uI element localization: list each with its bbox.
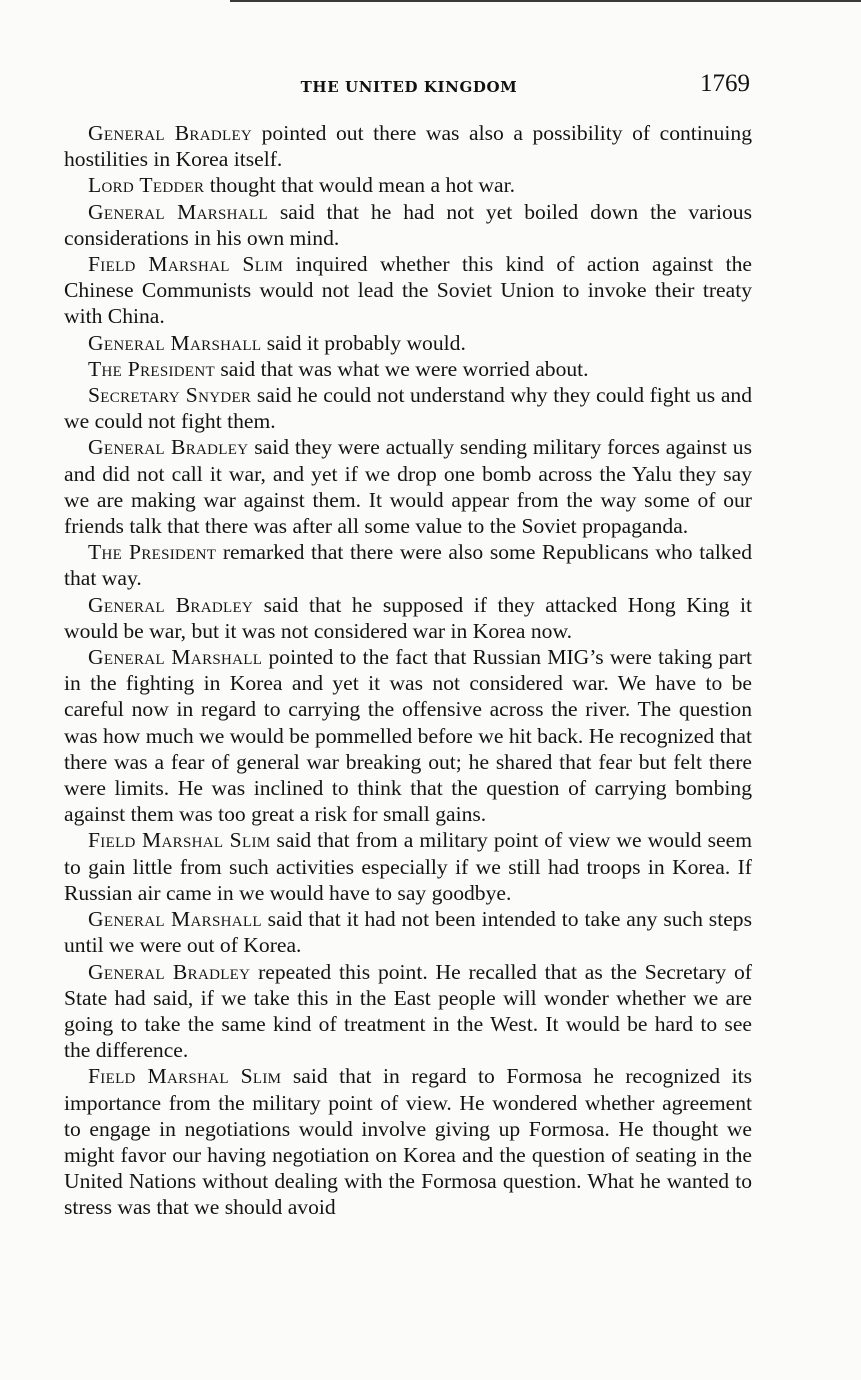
paragraph [64, 382, 752, 434]
paragraph-text: said that in regard to Formosa he recognized its importance from the military point of view. He wondered whether agreement to engage in negotiations would involve giving up Formosa. He thought we might favor our having negotiation on Korea and the question of seating in the United Nations without dealing with the Formosa question. What he wanted to stress was that we should avoid [64, 1064, 752, 1220]
speaker-name: General Marshall [88, 330, 262, 355]
paragraph-text: said that it had not been intended to take any such steps until we were out of Korea. [64, 907, 752, 958]
paragraph [64, 434, 752, 539]
paragraph-text: repeated this point. He recalled that as the Secretary of State had said, if we take this in the East people will wonder whether we are going to take the same kind of treatment in the West. It would be hard to see the difference. [64, 959, 753, 1063]
speaker-name: General Marshall [88, 907, 262, 932]
paragraph [64, 356, 752, 382]
running-head: THE UNITED KINGDOM [300, 78, 518, 96]
speaker-name: Lord Tedder [88, 173, 205, 198]
paragraph-text: said that was what we were worried about. [215, 356, 589, 381]
speaker-name: General Bradley [88, 435, 249, 460]
paragraph [64, 172, 752, 198]
paragraph-text: said that he supposed if they attacked Hong King it would be war, but it was not considered war in Korea now. [64, 592, 752, 643]
paragraph-text: said they were actually sending military forces against us and did not call it war, and yet if we drop one bomb across the Yalu they say we are making war against them. It would appear from the way some of our friends talk that there was after all some value to the Soviet propaganda. [64, 435, 752, 539]
paragraph [64, 199, 752, 251]
paragraph-text: said he could not understand why they could fight us and we could not fight them. [64, 383, 752, 434]
paragraph [64, 592, 752, 644]
speaker-name: General Marshall [88, 199, 268, 224]
paragraph [64, 120, 752, 172]
page-header [64, 70, 754, 110]
body-text [64, 120, 752, 1221]
speaker-name: General Marshall [88, 645, 263, 670]
paragraph-text: said that he had not yet boiled down the various considerations in his own mind. [64, 199, 752, 250]
paragraph-text: remarked that there were also some Republicans who talked that way. [64, 540, 752, 591]
speaker-name: General Bradley [88, 959, 251, 984]
paragraph-text: pointed out there was also a possibility of continuing hostilities in Korea itself. [64, 121, 752, 172]
paragraph-text: said that from a military point of view we would seem to gain little from such activities especially if we still had troops in Korea. If Russian air came in we would have to say goodbye. [64, 828, 752, 905]
paragraph [64, 906, 752, 958]
page-number: 1769 [700, 70, 750, 97]
paragraph-text: pointed to the fact that Russian MIG’s were taking part in the fighting in Korea and yet it was not considered war. We have to be careful now in regard to carrying the offensive across the river. The question was how much we would be pommelled before we hit back. He recognized that there was a fear of general war breaking out; he shared that fear but felt there were limits. He was inclined to think that the question of carrying bombing against them was too great a risk for small gains. [64, 645, 752, 827]
speaker-name: Field Marshal Slim [88, 1064, 282, 1089]
top-edge-rule [230, 0, 861, 2]
paragraph [64, 959, 752, 1064]
speaker-name: General Bradley [88, 121, 253, 145]
speaker-name: Field Marshal Slim [88, 828, 271, 853]
paragraph-text: thought that would mean a hot war. [204, 173, 516, 198]
paragraph [64, 330, 752, 356]
speaker-name: Secretary Snyder [88, 383, 252, 408]
paragraph [64, 539, 752, 591]
speaker-name: The President [88, 540, 217, 565]
paragraph-text: said it probably would. [261, 330, 466, 355]
speaker-name: Field Marshal Slim [88, 252, 284, 277]
paragraph [64, 251, 752, 330]
paragraph [64, 1063, 752, 1220]
speaker-name: General Bradley [88, 592, 254, 617]
paragraph [64, 644, 752, 827]
speaker-name: The President [88, 356, 215, 381]
paragraph-text: inquired whether this kind of action against the Chinese Communists would not lead the Soviet Union to invoke their treaty with China. [64, 252, 752, 329]
paragraph [64, 827, 752, 906]
